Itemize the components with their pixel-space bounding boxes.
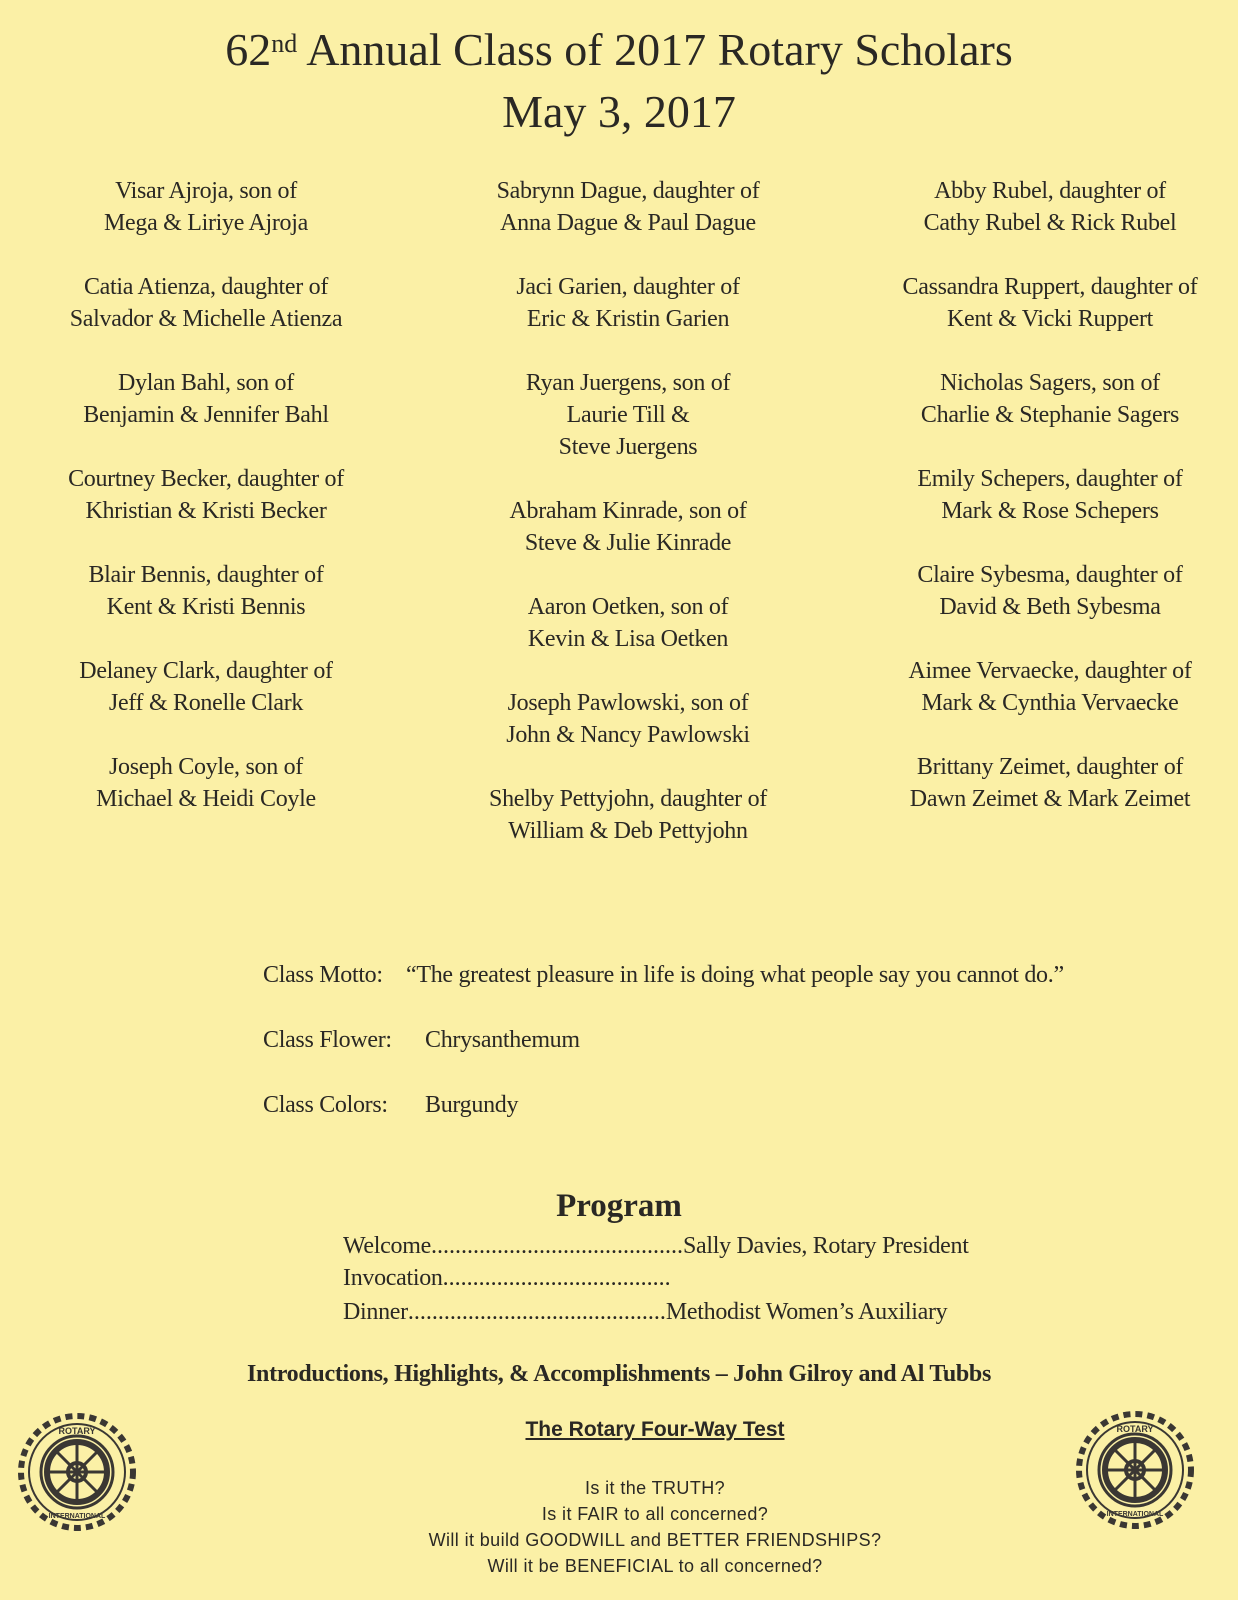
program-leader-dots: ........................................... [407,1299,666,1325]
scholar-name: Brittany Zeimet, daughter of [916,754,1184,780]
scholar-entry [428,687,828,751]
four-way-test-question: Is it FAIR to all concerned? [541,1504,769,1524]
class-colors [263,1090,863,1120]
rotary-wheel-icon [17,1412,137,1532]
scholar-name: Courtney Becker, daughter of [68,466,344,492]
title-rest: Annual Class of 2017 Rotary Scholars [297,24,1013,75]
program-leader-dots: .......................................... [430,1233,683,1259]
scholar-name: Shelby Pettyjohn, daughter of [489,786,767,812]
scholar-name: Nicholas Sagers, son of [940,370,1160,396]
svg-text:INTERNATIONAL: INTERNATIONAL [48,1513,106,1520]
scholar-entry [850,751,1238,815]
scholar-name: Joseph Pawlowski, son of [507,690,749,716]
scholar-name: Aaron Oetken, son of [527,594,729,620]
rotary-wheel-icon [1075,1410,1195,1530]
scholar-name: Blair Bennis, daughter of [88,562,324,588]
scholar-parents: Steve & Julie Kinrade [524,530,732,556]
scholar-parents-line-2: Steve Juergens [558,434,698,460]
scholar-name: Ryan Juergens, son of [525,370,731,396]
program-item-presenter: Methodist Women’s Auxiliary [665,1299,948,1325]
scholar-name: Catia Atienza, daughter of [83,274,329,300]
scholar-name: Claire Sybesma, daughter of [917,562,1183,588]
title-ordinal: nd [271,29,298,58]
class-flower-label: Class Flower: [263,1027,392,1053]
class-motto [263,960,1163,990]
page-title [0,22,1238,78]
scholar-entry [428,367,828,463]
scholar-entry [850,559,1238,623]
svg-text:ROTARY: ROTARY [58,1426,96,1436]
class-colors-label: Class Colors: [263,1092,388,1118]
four-way-test-question: Will it be BENEFICIAL to all concerned? [487,1556,823,1576]
class-flower-value: Chrysanthemum [425,1027,580,1053]
scholar-parents: Salvador & Michelle Atienza [69,306,343,332]
introductions-line: Introductions, Highlights, & Accomplishments – John Gilroy and Al Tubbs [246,1361,992,1387]
class-flower [263,1025,863,1055]
title-prefix: 62 [225,24,272,75]
scholar-parents: William & Deb Pettyjohn [508,818,748,844]
scholar-parents: David & Beth Sybesma [939,594,1161,620]
scholar-name: Joseph Coyle, son of [109,754,303,780]
scholar-entry [428,495,828,559]
class-motto-label: Class Motto: [263,962,383,988]
scholar-parents: Kevin & Lisa Oetken [527,626,729,652]
scholar-name: Jaci Garien, daughter of [516,274,740,300]
scholar-entry [428,783,828,847]
four-way-test-question: Will it build GOODWILL and BETTER FRIENDSHIPS? [428,1530,882,1550]
scholar-name: Sabrynn Dague, daughter of [496,178,760,204]
scholar-parents: Michael & Heidi Coyle [96,786,316,812]
class-motto-value: “The greatest pleasure in life is doing what people say you cannot do.” [406,962,1064,988]
scholar-name: Abby Rubel, daughter of [934,178,1166,204]
scholar-parents: Khristian & Kristi Becker [85,498,327,524]
scholar-parents: Kent & Kristi Bennis [106,594,306,620]
scholar-name: Cassandra Ruppert, daughter of [902,274,1198,300]
scholar-name: Visar Ajroja, son of [115,178,297,204]
scholar-name: Dylan Bahl, son of [118,370,294,396]
scholar-entry [6,175,406,239]
scholar-entry [850,175,1238,239]
scholar-parents: Mark & Rose Schepers [941,498,1159,524]
program-item-presenter: Sally Davies, Rotary President [682,1233,969,1259]
scholar-parents: Mega & Liriye Ajroja [104,210,308,236]
svg-text:ROTARY: ROTARY [1116,1424,1154,1434]
scholar-parents: Eric & Kristin Garien [526,306,730,332]
scholar-parents: Laurie Till & [566,402,690,428]
scholar-entry [850,367,1238,431]
scholar-entry [428,175,828,239]
scholar-entry [6,655,406,719]
scholar-parents: Mark & Cynthia Vervaecke [921,690,1179,716]
scholar-parents: Dawn Zeimet & Mark Zeimet [909,786,1191,812]
program-item [343,1230,1043,1262]
scholar-parents: Anna Dague & Paul Dague [500,210,756,236]
scholar-parents: John & Nancy Pawlowski [506,722,750,748]
four-way-test-heading: The Rotary Four-Way Test [525,1418,785,1441]
scholar-name: Abraham Kinrade, son of [509,498,747,524]
scholar-entry [850,655,1238,719]
program-item-label: Welcome [343,1233,431,1259]
class-colors-value: Burgundy [425,1092,519,1118]
svg-text:INTERNATIONAL: INTERNATIONAL [1106,1511,1164,1518]
scholar-parents: Benjamin & Jennifer Bahl [83,402,329,428]
program-leader-dots: ...................................... [442,1265,671,1291]
scholar-entry [850,271,1238,335]
scholar-entry [6,751,406,815]
scholar-entry [850,463,1238,527]
scholar-name: Emily Schepers, daughter of [917,466,1183,492]
scholar-parents: Cathy Rubel & Rick Rubel [923,210,1177,236]
scholar-parents: Charlie & Stephanie Sagers [920,402,1180,428]
four-way-test-question: Is it the TRUTH? [584,1478,726,1498]
program-item [343,1262,1043,1294]
program-item-label: Dinner [343,1299,408,1325]
scholar-entry [6,271,406,335]
program-item [343,1296,1043,1328]
scholar-entry [6,463,406,527]
scholar-entry [428,591,828,655]
scholar-parents: Kent & Vicki Ruppert [946,306,1154,332]
scholar-entry [6,367,406,431]
scholar-name: Delaney Clark, daughter of [79,658,333,684]
scholar-entry [428,271,828,335]
scholar-entry [6,559,406,623]
program-heading: Program [556,1188,682,1224]
scholar-parents: Jeff & Ronelle Clark [108,690,304,716]
event-date: May 3, 2017 [502,86,736,137]
program-item-label: Invocation [343,1265,443,1291]
scholar-name: Aimee Vervaecke, daughter of [908,658,1192,684]
